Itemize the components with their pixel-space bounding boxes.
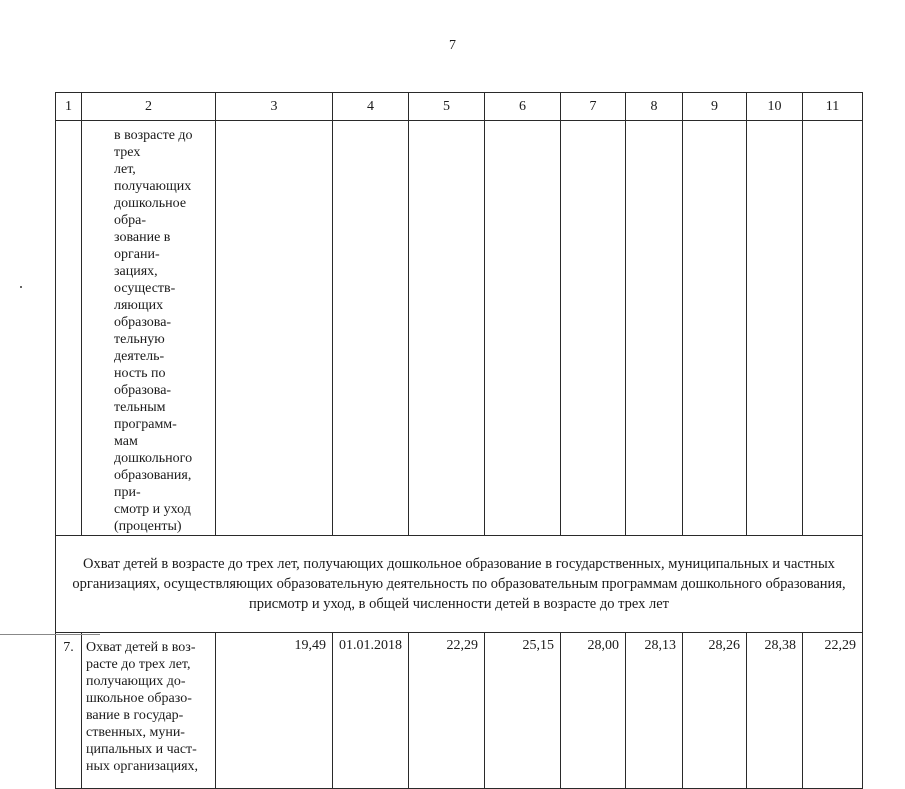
description-line: образования, при- — [114, 468, 192, 500]
header-cell-1: 1 — [56, 93, 82, 121]
header-cell-4: 4 — [333, 93, 409, 121]
section-heading-row — [56, 536, 863, 633]
header-cell-7: 7 — [561, 93, 626, 121]
value-cell — [333, 121, 409, 536]
value-cell: 22,29 — [409, 633, 485, 789]
row-number: 7. — [56, 633, 82, 789]
description-line: ных организациях, — [86, 759, 199, 774]
base-date-cell: 01.01.2018 — [333, 633, 409, 789]
description-line: получающих до- — [86, 674, 186, 689]
header-cell-9: 9 — [683, 93, 747, 121]
description-line: (проценты) — [114, 519, 182, 534]
scan-artifact-line — [0, 634, 100, 635]
description-line: смотр и уход — [114, 502, 191, 517]
row-number-cell — [56, 121, 82, 536]
header-cell-3: 3 — [216, 93, 333, 121]
description-line: расте до трех лет, — [86, 657, 191, 672]
value-cell: 28,00 — [561, 633, 626, 789]
description-line: вание в государ- — [86, 708, 184, 723]
page-number: 7 — [449, 38, 456, 53]
value-cell: 22,29 — [803, 633, 863, 789]
value-cell — [747, 121, 803, 536]
description-line: мам дошкольного — [114, 434, 193, 466]
description-line: в возрасте до трех — [114, 128, 193, 160]
indicator-description — [82, 633, 216, 789]
value-cell — [216, 121, 333, 536]
description-line: тельным программ- — [114, 400, 177, 432]
value-cell: 25,15 — [485, 633, 561, 789]
header-cell-6: 6 — [485, 93, 561, 121]
header-cell-2: 2 — [82, 93, 216, 121]
table-header-row — [56, 93, 863, 121]
description-line: зование в органи- — [114, 230, 171, 262]
header-cell-8: 8 — [626, 93, 683, 121]
header-cell-11: 11 — [803, 93, 863, 121]
description-line: лет, получающих — [114, 162, 192, 194]
value-cell — [409, 121, 485, 536]
scan-artifact-dot — [20, 286, 22, 288]
section-heading: Охват детей в возрасте до трех лет, получающих дошкольное образование в государственных, муниципальных и частных организациях, осуществляющих образовательную деятельность по образовательным программам дошкольного образования, присмотр и уход, в общей численности детей в возрасте до трех лет — [56, 536, 863, 633]
description-line: тельную деятель- — [114, 332, 165, 364]
description-line: Охват детей в воз- — [86, 640, 196, 655]
value-cell — [485, 121, 561, 536]
value-cell — [626, 121, 683, 536]
value-cell: 28,13 — [626, 633, 683, 789]
description-line: ляющих образова- — [114, 298, 172, 330]
description-line: ципальных и част- — [86, 742, 197, 757]
description-line: школьное образо- — [86, 691, 192, 706]
description-line: ность по образова- — [114, 366, 172, 398]
header-cell-5: 5 — [409, 93, 485, 121]
indicator-description — [82, 121, 216, 536]
indicators-table — [55, 92, 863, 789]
value-cell — [561, 121, 626, 536]
base-value-cell: 19,49 — [216, 633, 333, 789]
description-line: дошкольное обра- — [114, 196, 187, 228]
table-row — [56, 633, 863, 789]
description-line: зациях, осуществ- — [114, 264, 176, 296]
value-cell — [803, 121, 863, 536]
value-cell — [683, 121, 747, 536]
header-cell-10: 10 — [747, 93, 803, 121]
value-cell: 28,26 — [683, 633, 747, 789]
description-line: ственных, муни- — [86, 725, 185, 740]
value-cell: 28,38 — [747, 633, 803, 789]
table-row-continuation — [56, 121, 863, 536]
